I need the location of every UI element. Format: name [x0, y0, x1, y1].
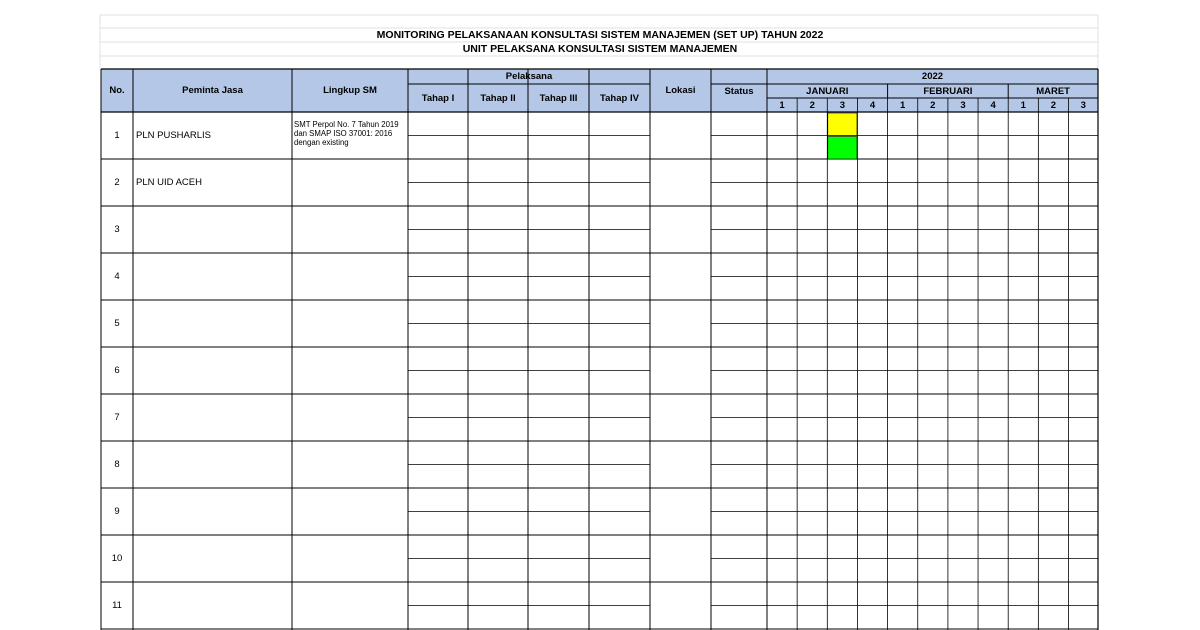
- header-week: 1: [900, 99, 906, 111]
- row-number: 6: [114, 365, 120, 376]
- header-week: 3: [839, 99, 846, 111]
- row-lingkup-sm: [292, 535, 408, 582]
- header-no: No.: [109, 85, 125, 96]
- header-month-januari: JANUARI: [806, 85, 849, 97]
- row-number: 10: [111, 553, 123, 564]
- header-tahap-4: Tahap IV: [600, 92, 639, 104]
- row-peminta-jasa: [133, 488, 292, 535]
- week-plan-highlight: [828, 113, 857, 136]
- header-lingkup-sm: Lingkup SM: [323, 85, 377, 96]
- page-subtitle: UNIT PELAKSANA KONSULTASI SISTEM MANAJEMEN: [462, 43, 738, 55]
- row-peminta-jasa: [133, 535, 292, 582]
- header-week: 1: [779, 99, 785, 111]
- row-number: 7: [114, 412, 120, 423]
- row-peminta-jasa: [133, 394, 292, 441]
- row-number: 4: [114, 271, 120, 282]
- header-week: 4: [990, 99, 996, 111]
- row-lingkup-sm: [292, 253, 408, 300]
- header-tahap-2: Tahap II: [480, 92, 516, 104]
- header-year: 2022: [921, 71, 944, 82]
- week-actual-highlight: [828, 137, 857, 160]
- row-number: 3: [114, 224, 120, 235]
- row-peminta-jasa: PLN UID ACEH: [136, 177, 202, 188]
- header-month-maret: MARET: [1036, 85, 1070, 97]
- row-peminta-jasa: [133, 253, 292, 300]
- row-number: 5: [114, 318, 120, 329]
- row-lingkup-sm: [292, 159, 408, 206]
- row-peminta-jasa: [133, 582, 292, 629]
- header-week: 4: [869, 99, 876, 111]
- row-lingkup-sm: SMT Perpol No. 7 Tahun 2019 dan SMAP ISO 37001: 2016 dengan existing: [294, 120, 399, 147]
- header-peminta-jasa: Peminta Jasa: [182, 85, 243, 96]
- row-peminta-jasa: [133, 441, 292, 488]
- row-peminta-jasa: [133, 300, 292, 347]
- row-lingkup-sm: [292, 394, 408, 441]
- header-week: 2: [1050, 99, 1057, 111]
- row-number: 11: [112, 600, 122, 611]
- row-peminta-jasa: PLN PUSHARLIS: [136, 130, 211, 141]
- row-lingkup-sm: [292, 347, 408, 394]
- header-month-februari: FEBRUARI: [923, 85, 973, 97]
- row-peminta-jasa: [133, 206, 292, 253]
- header-week: 2: [930, 99, 936, 111]
- header-week: 3: [1080, 99, 1086, 111]
- header-tahap-3: Tahap III: [539, 92, 578, 104]
- row-number: 1: [114, 130, 120, 141]
- row-number: 2: [114, 177, 120, 188]
- row-lingkup-sm: [292, 206, 408, 253]
- row-lingkup-sm: [292, 488, 408, 535]
- header-week: 3: [960, 99, 966, 111]
- header-week: 1: [1020, 99, 1026, 111]
- row-lingkup-sm: [292, 582, 408, 629]
- row-number: 8: [114, 459, 120, 470]
- page-title: MONITORING PELAKSANAAN KONSULTASI SISTEM MANAJEMEN (SET UP) TAHUN 2022: [376, 29, 824, 41]
- header-week: 2: [809, 99, 815, 111]
- row-peminta-jasa: [133, 347, 292, 394]
- row-lingkup-sm: [292, 300, 408, 347]
- header-tahap-1: Tahap I: [421, 92, 455, 104]
- header-pelaksana: Pelaksana: [505, 71, 553, 82]
- header-status: Status: [724, 85, 754, 97]
- header-lokasi: Lokasi: [665, 85, 696, 96]
- row-number: 9: [114, 506, 120, 517]
- row-lingkup-sm: [292, 441, 408, 488]
